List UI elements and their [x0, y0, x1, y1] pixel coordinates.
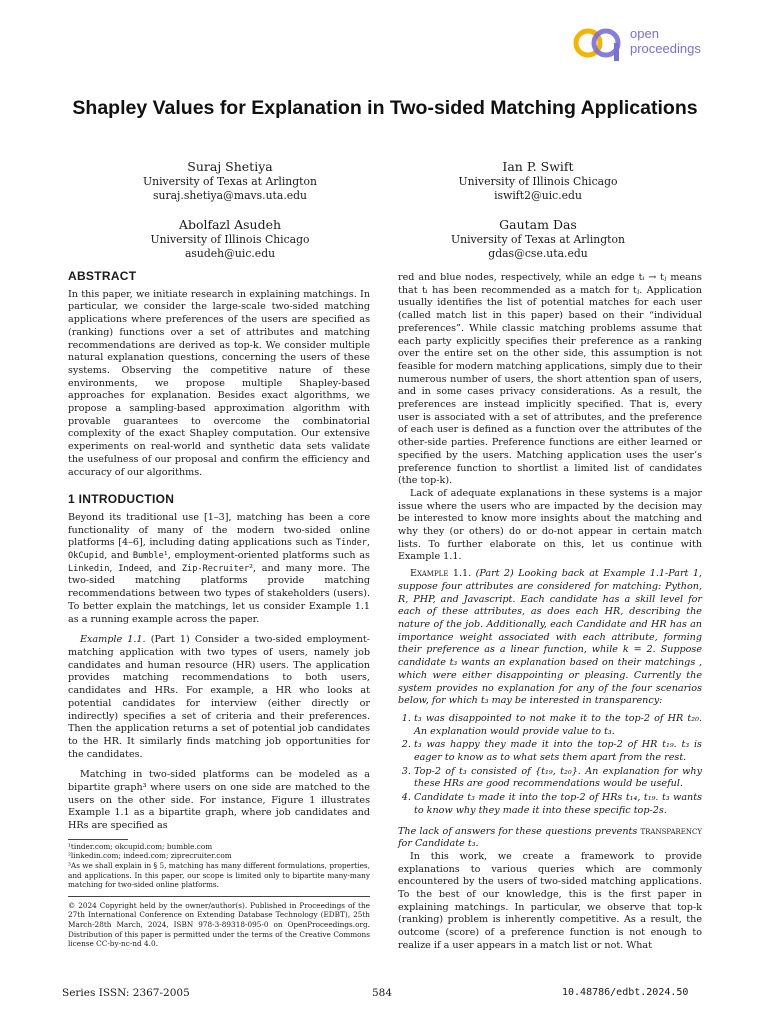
list-item: 1. t₃ was disappointed to not make it to the top-2 of HR t₂₀. An explanation would provide value to t₃.	[414, 713, 702, 738]
list-item: 4. Candidate t₃ made it into the top-2 of HRs t₁₄, t₁₉. t₃ wants to know why they made it into these specific top-2s.	[414, 792, 702, 817]
example-part-2: Example 1.1. (Part 2) Looking back at Example 1.1-Part 1, suppose four attributes are considered for matching: Python, R, PHP, and Javascript. Each candidate has a skill level for each of these attributes, as does each HR, describing the nature of the job. Additionally, each Candidate and HR has an importance weight associated with each attribute, forming their preference as a linear function, while k = 2. Suppose candidate t₃ wants an explanation based on their matchings , which were either disappointing or pleasing. Currently the system provides no explanation for any of the four scenarios below, for which t₃ may be interested in transparency:	[398, 568, 702, 707]
list-item: 2. t₃ was happy they made it into the top-2 of HR t₁₉. t₃ is eager to know as to what sets them apart from the rest.	[414, 739, 702, 764]
author-email: suraj.shetiya@mavs.uta.edu	[152, 189, 308, 202]
author-block	[388, 158, 688, 203]
right-paragraph-4: In this work, we create a framework to provide explanations to various queries which are commonly encountered by the users of two-sided matching applications. To the best of our knowledge, this is the first paper in explaining matchings. In particular, we observe that top-k (ranking) problem is inherently competitive. As a result, the outcome (score) of a preference function is not enough to realize if a user appears in a match list or not. What	[398, 850, 702, 951]
author-block	[388, 216, 688, 261]
abstract-heading: ABSTRACT	[68, 269, 137, 283]
author-block	[80, 216, 380, 261]
author-name: Ian P. Swift	[502, 159, 574, 174]
right-paragraph-1: red and blue nodes, respectively, while an edge tᵢ → tⱼ means that tᵢ has been recommended as a match for tⱼ. Application usually identifies the list of potential matches for each user (called match list in this paper) based on their “individual preferences”. While classic matching problems assume that each party explicitly specifies their preference as a ranking over the entire set on the other side, this assumption is not feasible for modern matching applications, simply due to their numerous number of users, the short attention span of users, and in some cases privacy considerations. As a result, the preferences are instead implicitly specified. That is, every user is associated with a set of attributes, and the preference of each user is defined as a function over the attributes of the other-side parties. Preference functions are either learned or specified by the users. Matching application uses the user’s preference function to shortlist a limited list of candidates (the top-k).	[398, 272, 703, 487]
openproceedings-logo-icon	[572, 24, 628, 64]
footnote: ¹tinder.com; okcupid.com; bumble.com	[68, 841, 213, 851]
author-affiliation: University of Texas at Arlington	[143, 175, 317, 188]
footer-issn: Series ISSN: 2367-2005	[62, 987, 190, 999]
left-column	[68, 270, 370, 949]
right-paragraph-2: Lack of adequate explanations in these systems is a major issue where the users who are impacted by the decision may be interested to know more insights about the matching and why they (or others) do or do-not appear in certain match lists. To further elaborate on this, let us continue with Example 1.1.	[398, 487, 702, 563]
footer-page-number: 584	[372, 987, 393, 999]
author-affiliation: University of Illinois Chicago	[150, 233, 310, 246]
footnotes	[68, 842, 370, 890]
list-item: 3. Top-2 of t₃ consisted of {t₁₉, t₂₀}. An explanation for why these HRs are good recommendations would be useful.	[414, 766, 702, 791]
author-name: Abolfazl Asudeh	[178, 217, 282, 232]
scenario-list	[398, 713, 702, 818]
footnote: ²linkedin.com; indeed.com; ziprecruiter.com	[68, 851, 232, 861]
footer-doi: 10.48786/edbt.2024.50	[562, 987, 689, 998]
author-affiliation: University of Illinois Chicago	[458, 175, 618, 188]
footnote-divider	[68, 839, 128, 840]
logo-text-open: open	[630, 26, 659, 41]
logo-text-proceedings: proceedings	[630, 41, 701, 56]
author-email: iswift2@uic.edu	[494, 189, 582, 202]
example-part-1: Example 1.1. (Part 1) Consider a two-sided employment-matching application with two types of users, namely job candidates and human resource (HR) users. The application provides matching recommendations to both users, candidates and HRs. For example, a HR who looks at potential candidates for interview (either directly or indirectly) specifies a set of criteria and their preferences. Then the application returns a set of potential job candidates to the HR. It similarly finds matching job opportunities for the candidates.	[68, 634, 371, 760]
copyright-notice: © 2024 Copyright held by the owner/author(s). Published in Proceedings of the 27th International Conference on Extending Database Technology (EDBT), 25th March-28th March, 2024, ISBN 978-3-89318-095-0 on OpenProceedings.org. Distribution of this paper is permitted under the terms of the Creative Commons license CC-by-nc-nd 4.0.	[68, 900, 370, 949]
right-paragraph-3: The lack of answers for these questions prevents transparency for Candidate t₃.	[398, 825, 702, 850]
openproceedings-logo	[572, 24, 712, 64]
author-email: gdas@cse.uta.edu	[488, 247, 588, 260]
intro-heading: 1 INTRODUCTION	[68, 492, 175, 507]
author-name: Gautam Das	[499, 217, 577, 232]
intro-paragraph-1: Beyond its traditional use [1–3], matching has been a core functionality of many of the modern two-sided online platforms [4–6], including dating applications such as Tinder, OkCupid, and Bumble¹, employment-oriented platforms such as Linkedin, Indeed, and Zip-Recruiter², and many more. The two-sided matching platforms provide matching recommendations between two types of stakeholders (users). To better explain the matchings, let us consider Example 1.1 as a running example across the paper.	[68, 511, 370, 625]
author-block	[80, 158, 380, 203]
author-affiliation: University of Texas at Arlington	[451, 233, 625, 246]
paper-title: Shapley Values for Explanation in Two-sided Matching Applications	[72, 97, 698, 119]
abstract-text: In this paper, we initiate research in explaining matchings. In particular, we consider the large-scale two-sided matching applications where preferences of the users are specified as (ranking) functions over a set of attributes and matching recommendations are derived as top-k. We consider multiple natural explanation questions, concerning the users of these systems. Observing the competitive nature of these environments, we propose multiple Shapley-based approaches for explanation. Besides exact algorithms, we propose a sampling-based approximation algorithm with provable guarantees to overcome the combinatorial complexity of the exact Shapley computation. Our extensive experiments on real-world and synthetic data sets validate the usefulness of our proposal and confirm the efficiency and accuracy of our algorithms.	[68, 288, 370, 478]
copyright-divider	[68, 896, 370, 897]
intro-paragraph-2: Matching in two-sided platforms can be modeled as a bipartite graph³ where users on one side are matched to the users on the other side. For instance, Figure 1 illustrates Example 1.1 as a bipartite graph, where job candidates and HRs are specified as	[68, 769, 370, 832]
footnote: ³As we shall explain in § 5, matching has many different formulations, properties, and applications. In this paper, our scope is limited only to bipartite many-many matching for two-sided online platforms.	[68, 861, 370, 890]
author-name: Suraj Shetiya	[187, 159, 273, 174]
right-column	[398, 272, 702, 953]
author-email: asudeh@uic.edu	[184, 247, 276, 260]
